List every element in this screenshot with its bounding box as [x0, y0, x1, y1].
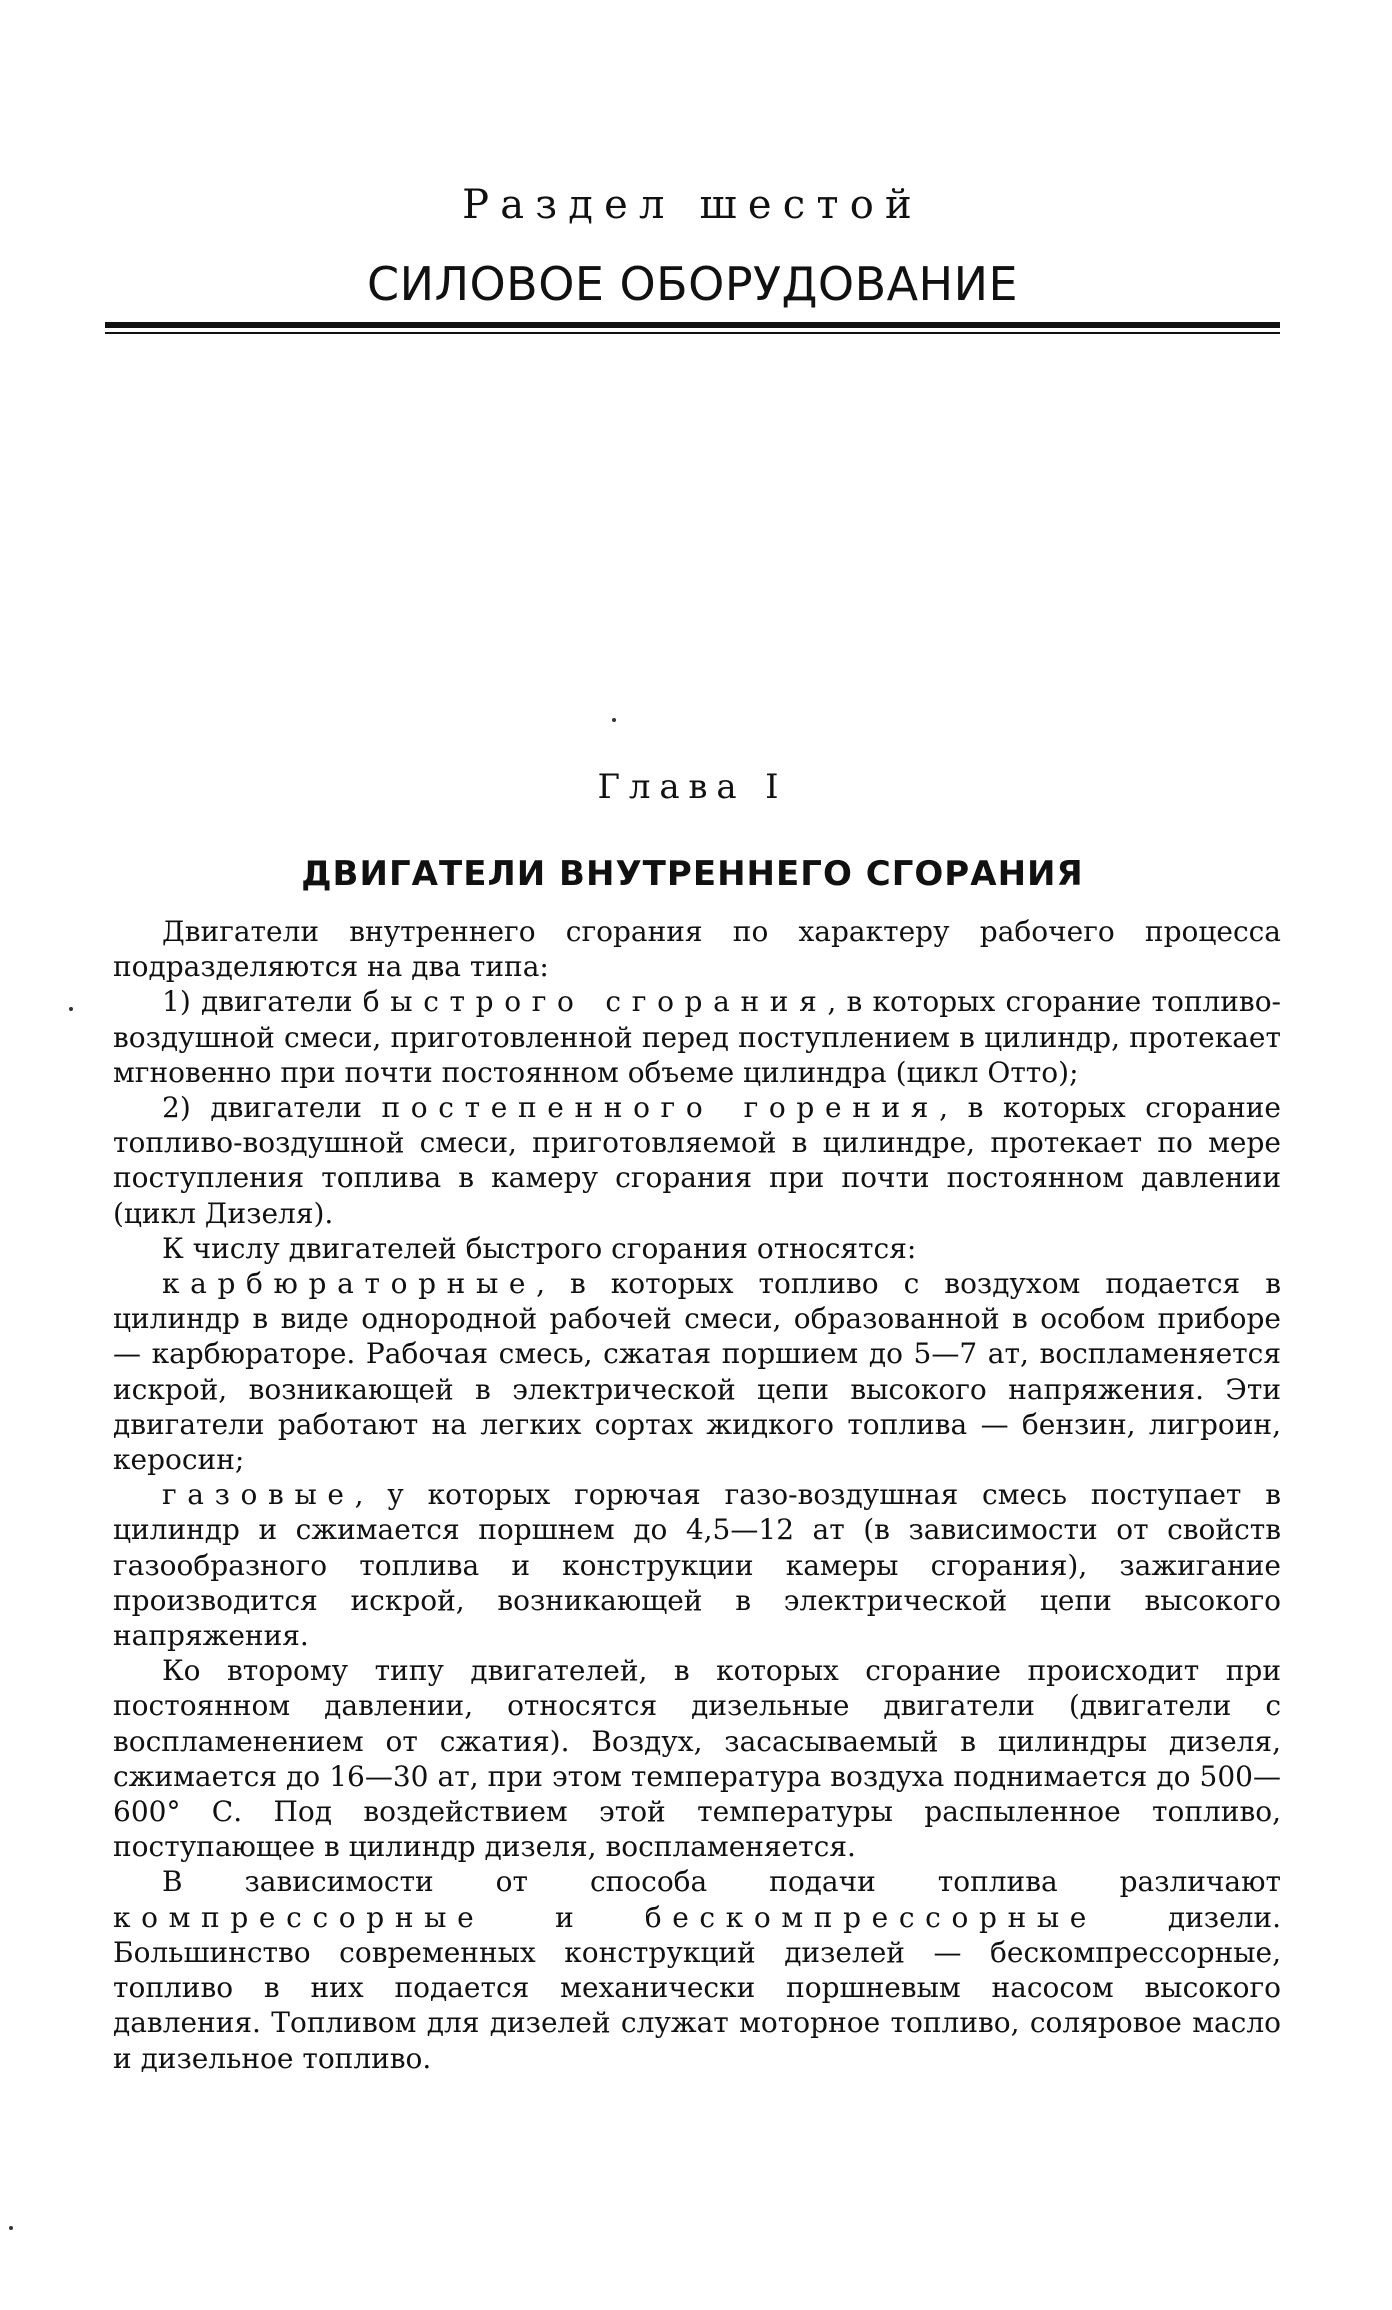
- paragraph-carburetor: [113, 1266, 1281, 1477]
- paragraph-type-2-prefix: 2) двигатели: [162, 1091, 382, 1125]
- paragraph-gas: [113, 1477, 1281, 1653]
- paragraph-gas-suffix: , у которых горючая газо-воздушная смесь поступает в цилиндр и сжимается поршнем до 4,5—12 ат (в зависимости от свойств газообразного топлива и конструкции камеры сгорания), зажигание производится искрой, возникающей в электрической цепи высокого напряжения.: [113, 1478, 1281, 1653]
- paragraph-fast-combustion-text: К числу двигателей быстрого сгорания относятся:: [162, 1231, 917, 1265]
- paragraph-type-1-prefix: 1) двигатели: [162, 985, 363, 1019]
- section-divider: [105, 322, 1280, 334]
- paragraph-type-2-suffix: , в которых сгорание топливо-воздушной смеси, приготовляемой в цилиндре, протекает по мере поступления топлива в камеру сгорания при почти постоянном давлении (цикл Дизеля).: [113, 1091, 1282, 1230]
- paragraph-compressor-emphasis: компрессорные: [113, 1900, 485, 1934]
- stray-mark-bottom-left: [9, 2226, 13, 2230]
- section-title: СИЛОВОЕ ОБОРУДОВАНИЕ: [367, 257, 1018, 311]
- stray-mark-top: [612, 718, 616, 722]
- paragraph-carburetor-suffix: , в которых топливо с воздухом подается в цилиндр в виде однородной рабочей смеси, образованной в особом приборе — карбюраторе. Рабочая смесь, сжатая поршием до 5—7 ат, воспламеняется искрой, возникающей в электрической цепи высокого напряжения. Эти двигатели работают на легких сортах жидкого топлива — бензин, лигроин, керосин;: [113, 1267, 1281, 1477]
- paragraph-type-1: [113, 984, 1281, 1090]
- paragraph-compressor-middle: и: [484, 1900, 645, 1934]
- paragraph-type-2-emphasis: постепенного горения: [381, 1091, 940, 1125]
- paragraph-intro-text: Двигатели внутреннего сгорания по характеру рабочего процесса подразделяются на два типа:: [113, 915, 1281, 984]
- paragraph-compressor-types: [113, 1864, 1281, 2075]
- paragraph-compressor-emphasis-2: бескомпрессорные: [644, 1900, 1098, 1934]
- paragraph-diesel-text: Ко второму типу двигателей, в которых сгорание происходит при постоянном давлении, относятся дизельные двигатели (двигатели с воспламенением от сжатия). Воздух, засасываемый в цилиндры дизеля, сжимается до 16—30 ат, при этом температура воздуха поднимается до 500—600° С. Под воздействием этой температуры распыленное топливо, поступающее в цилиндр дизеля, воспламеняется.: [113, 1654, 1281, 1864]
- paragraph-fast-combustion: [113, 1231, 1281, 1266]
- section-kicker: Раздел шестой: [462, 182, 923, 228]
- stray-mark-left: [69, 1007, 73, 1011]
- paragraph-type-1-suffix: , в которых сгорание топливо-воздушной смеси, приготовленной перед поступлением в цилиндр, протекает мгновенно при почти постоянном объеме цилиндра (цикл Отто);: [113, 985, 1282, 1089]
- paragraph-diesel: [113, 1653, 1281, 1864]
- chapter-kicker: Глава I: [597, 767, 788, 807]
- section-header: [105, 182, 1280, 311]
- body-text: [113, 914, 1281, 2076]
- paragraph-compressor-prefix: В зависимости от способа подачи топлива различают: [162, 1865, 1281, 1899]
- paragraph-intro: [113, 914, 1281, 984]
- paragraph-compressor-suffix: дизели. Большинство современных конструкций дизелей — бескомпрессорные, топливо в них подается механически поршневым насосом высокого давления. Топливом для дизелей служат моторное топливо, соляровое масло и дизельное топливо.: [113, 1900, 1281, 2075]
- chapter-header: [105, 767, 1280, 894]
- paragraph-type-1-emphasis: быстрого сгорания: [362, 985, 828, 1019]
- paragraph-gas-emphasis: газовые: [162, 1478, 355, 1512]
- paragraph-carburetor-emphasis: карбюраторные: [162, 1267, 537, 1301]
- paragraph-type-2: [113, 1090, 1281, 1231]
- chapter-title: ДВИГАТЕЛИ ВНУТРЕННЕГО СГОРАНИЯ: [301, 854, 1084, 894]
